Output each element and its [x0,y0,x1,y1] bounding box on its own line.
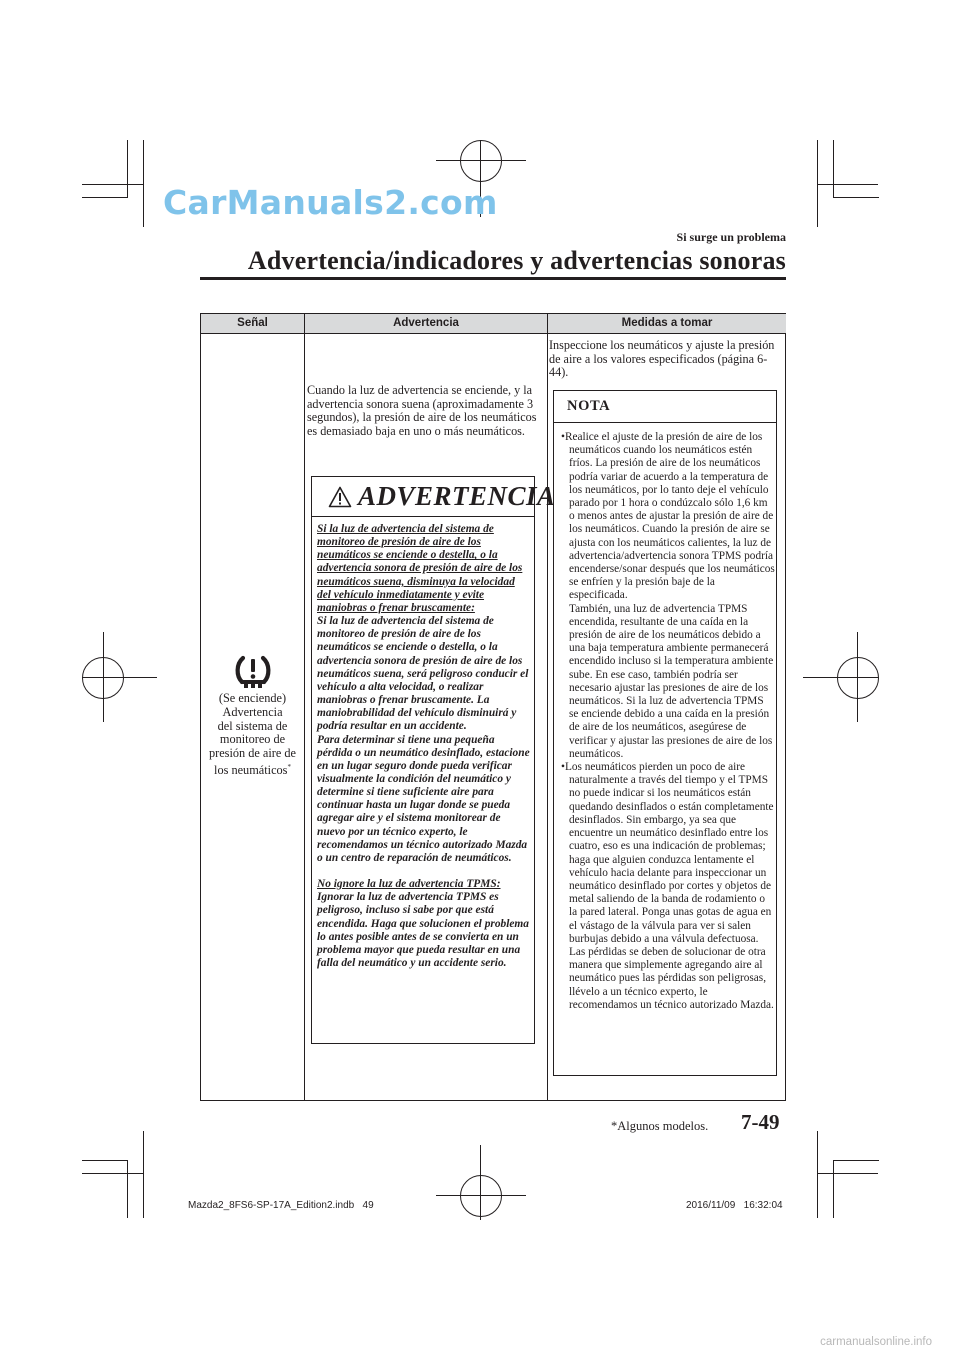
column-divider [547,314,548,1100]
table-header-warning: Advertencia [305,314,547,334]
warning-heading: No ignore la luz de advertencia TPMS: [317,878,501,891]
warning-paragraph: Si la luz de advertencia del sistema de monitoreo de presión de aire de los neumáticos se enciende o destella, o la advertencia sonora de presión de aire de los neumáticos suena, será peligroso conducir el vehículo a alta velocidad, o realizar maniobras o frenar bruscamente. La maniobrabilidad del vehículo disminuirá y podría resultar en un accidente. [317,615,529,733]
warning-intro: Cuando la luz de advertencia se enciende, y la advertencia sonora suena (aproximadamente 3 segundos), la presión de aire de los neumáticos es demasiado baja en uno o más neumáticos. [307,383,537,438]
warning-paragraph: Para determinar si tiene una pequeña pérdida o un neumático desinflado, estacione en un lugar seguro donde pueda verificar visualmente la condición del neumático y determine si tiene suficiente aire para continuar hasta un lugar donde se pueda agregar aire y el sistema monitorear de nuevo por un técnico experto, le recomendamos un técnico autorizado Mazda o un centro de reparación de neumáticos. [317,733,530,864]
warning-heading: Si la luz de advertencia del sistema de monitoreo de presión de aire de los neumáticos se enciende o destella, o la advertencia sonora de presión de aire de los neumáticos suena, disminuya la velocidad del vehículo inmediatamente y evite maniobras o frenar bruscamente: [317,523,523,614]
footnote-mark: * [287,762,291,771]
tpms-warning-icon [233,654,273,690]
warning-table [200,313,786,1101]
signal-cell [201,654,304,778]
warning-box-body [317,523,531,970]
signal-line: (Se enciende) [218,691,287,705]
action-intro: Inspeccione los neumáticos y ajuste la presión de aire a los valores especificados (página 6-44). [549,338,775,380]
title-rule [200,277,786,280]
note-box-body [561,431,775,1012]
print-date-info: 2016/11/09 16:32:04 [686,1200,783,1211]
section-label: Si surge un problema [676,230,786,244]
page-number: 7-49 [741,1110,780,1134]
table-header-signal: Señal [201,314,304,334]
warning-box-title: ADVERTENCIA [358,481,556,511]
print-file-info: Mazda2_8FS6-SP-17A_Edition2.indb 49 [188,1200,374,1211]
signal-line: Advertencia [222,704,283,719]
note-item-continued: También, una luz de advertencia TPMS encendida, resultante de una caída en la presión de aire de los neumáticos debido a una baja temperatura ambiente permanecerá encendido incluso si la temperatura ambiente sube. En ese caso, también podría ser necesario ajustar las presiones de aire de los neumáticos. Si la luz de advertencia TPMS se enciende debido a una caída en la presión de aire de los neumáticos, asegúrese de verificar y ajustar las presiones de aire de los neumáticos. [569,602,774,760]
note-item: •Los neumáticos pierden un poco de aire naturalmente a través del tiempo y el TPMS no puede indicar si los neumáticos están quedando desinflados o están completamente desinflados. Sin embargo, ya sea que encuentre un neumático desinflado entre los cuatro, eso es una indicación de problemas; haga que alguien conduzca lentamente el vehículo hacia delante para inspeccionar un neumático desinflado por cortes y objetos de metal saliendo de la banda de rodamiento o la pared lateral. Ponga unas gotas de agua en el vástago de la válvula para ver si salen burbujas debido a una válvula defectuosa. Las pérdidas se deben de solucionar de otra manera que simplemente agregando aire al neumático pues las pérdidas son peligrosas, llévelo a un técnico experto, le recomendamos un técnico autorizado Mazda. [561,761,774,1011]
note-item: •Realice el ajuste de la presión de aire de los neumáticos cuando los neumáticos estén fríos. La presión de aire de los neumáticos podría variar de acuerdo a la temperatura de los neumáticos, por lo tanto deje el vehículo parado por 1 hora o condúzcalo sólo 1,6 km o menos antes de ajustar la presión de aire de los neumáticos. Cuando la presión de aire se ajusta con los neumáticos calientes, la luz de advertencia/advertencia sonora TPMS podría encenderse/sonar después que los neumáticos se enfríen y la presión baje de la especificada. [561,431,775,602]
signal-line [201,761,304,778]
warning-triangle-icon [328,486,352,508]
note-box-title: NOTA [567,398,611,414]
site-logo: CarManuals2.com [163,183,498,222]
table-header-action: Medidas a tomar [548,314,786,334]
watermark: carmanualsonline.info [820,1336,932,1348]
note-box [553,390,777,1076]
signal-line: del sistema de [217,718,288,733]
warning-box [311,476,556,1044]
note-box-header [554,391,776,423]
footnote: *Algunos modelos. [611,1119,709,1133]
page-title: Advertencia/indicadores y advertencias sonoras [247,246,786,275]
column-divider [304,314,305,1100]
warning-paragraph: Ignorar la luz de advertencia TPMS es peligroso, incluso si sabe por que está encendida. Haga que solucionen el problema lo antes posible antes de se convierta en un problema mayor que pueda resultar en una falla del neumático y un accidente serio. [317,891,529,969]
signal-line: presión de aire de [208,746,297,761]
warning-box-header [312,477,556,517]
signal-line: monitoreo de [219,732,286,747]
signal-line-text: los neumáticos [214,763,288,778]
